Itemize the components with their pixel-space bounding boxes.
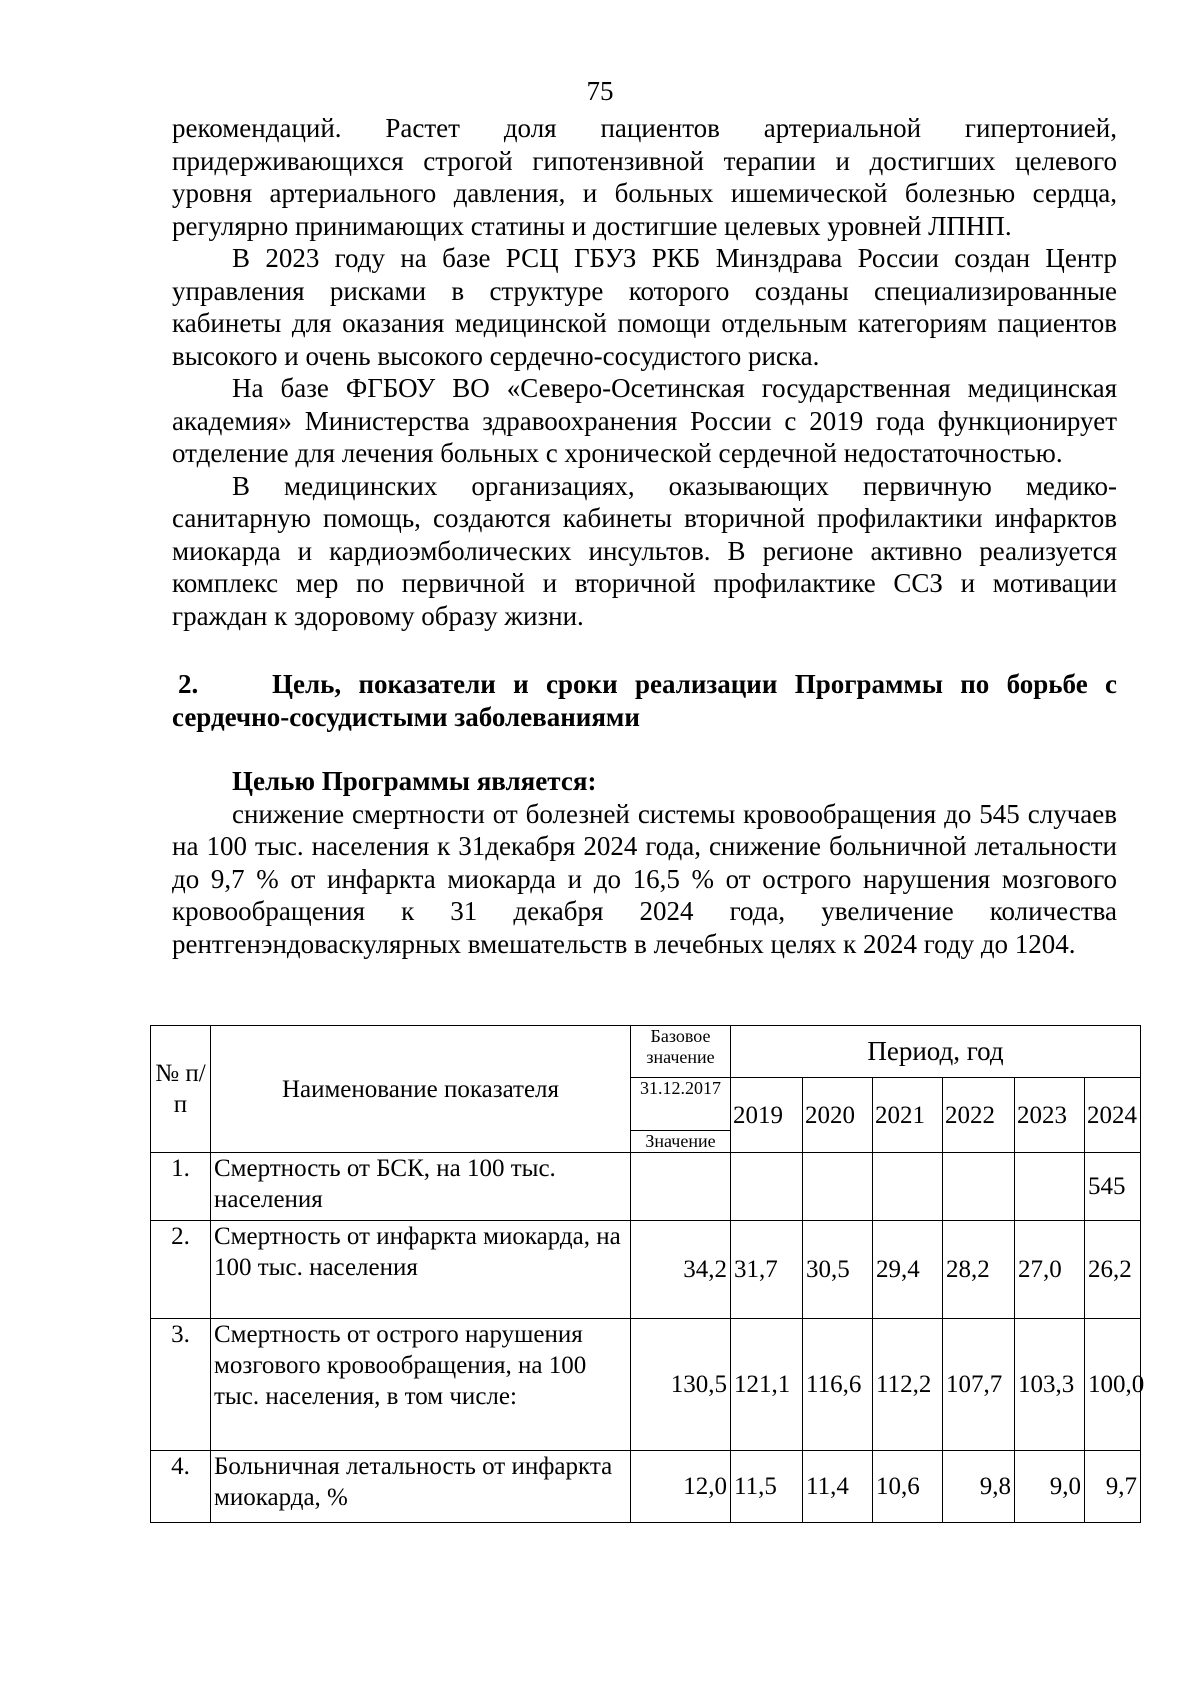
row-value: 26,2	[1085, 1221, 1141, 1319]
row-value: 31,7	[731, 1221, 803, 1319]
row-value	[1015, 1153, 1085, 1221]
row-base	[631, 1153, 731, 1221]
header-year: 2023	[1015, 1078, 1085, 1153]
header-year: 2019	[731, 1078, 803, 1153]
row-num: 3.	[151, 1319, 211, 1451]
row-value: 107,7	[943, 1319, 1015, 1451]
row-value: 30,5	[803, 1221, 873, 1319]
header-year: 2024	[1085, 1078, 1141, 1153]
row-value	[943, 1153, 1015, 1221]
header-year: 2022	[943, 1078, 1015, 1153]
header-name: Наименование показателя	[211, 1026, 631, 1153]
row-value: 27,0	[1015, 1221, 1085, 1319]
table-row	[151, 1153, 1141, 1221]
row-name: Смертность от инфаркта миокарда, на 100 тыс. населения	[211, 1221, 631, 1319]
table-row	[151, 1221, 1141, 1319]
row-value: 9,0	[1015, 1451, 1085, 1523]
row-value: 28,2	[943, 1221, 1015, 1319]
header-period: Период, год	[731, 1026, 1141, 1078]
row-name: Смертность от БСК, на 100 тыс. населения	[211, 1153, 631, 1221]
header-num: № п/п	[151, 1026, 211, 1153]
row-value: 116,6	[803, 1319, 873, 1451]
header-base-top: Базовое значение	[631, 1026, 731, 1078]
row-value: 545	[1085, 1153, 1141, 1221]
row-base: 34,2	[631, 1221, 731, 1319]
table-header-row	[151, 1026, 1141, 1078]
row-value: 103,3	[1015, 1319, 1085, 1451]
row-value: 112,2	[873, 1319, 943, 1451]
row-num: 1.	[151, 1153, 211, 1221]
table-row	[151, 1319, 1141, 1451]
row-value: 121,1	[731, 1319, 803, 1451]
page-number: 75	[586, 76, 614, 106]
row-base: 12,0	[631, 1451, 731, 1523]
header-year: 2021	[873, 1078, 943, 1153]
row-value: 11,5	[731, 1451, 803, 1523]
indicators-table	[150, 1025, 1145, 1523]
section-title: Цель, показатели и сроки реализации Программы по борьбе с сердечно-сосудистыми заболеваниями	[172, 669, 1117, 732]
paragraph: В 2023 году на базе РСЦ ГБУЗ РКБ Минздрава России создан Центр управления рисками в структуре которого созданы специализированные кабинеты для оказания медицинской помощи отдельным категориям пациентов высокого и очень высокого сердечно-сосудистого риска.	[172, 243, 1117, 371]
row-value: 9,7	[1085, 1451, 1141, 1523]
goal-title: Целью Программы является:	[232, 766, 597, 796]
row-name: Больничная летальность от инфаркта миокарда, %	[211, 1451, 631, 1523]
row-value: 10,6	[873, 1451, 943, 1523]
row-base: 130,5	[631, 1319, 731, 1451]
document-body	[172, 112, 1117, 960]
row-value: 11,4	[803, 1451, 873, 1523]
header-base-bottom: Значение	[631, 1131, 731, 1153]
row-value: 100,0	[1085, 1319, 1141, 1451]
row-num: 4.	[151, 1451, 211, 1523]
goal-text: снижение смертности от болезней системы кровообращения до 545 случаев на 100 тыс. населения к 31декабря 2024 года, снижение больничной летальности до 9,7 % от инфаркта миокарда и до 16,5 % от острого нарушения мозгового кровообращения к 31 декабря 2024 года, увеличение количества рентгенэндоваскулярных вмешательств в лечебных целях к 2024 году до 1204.	[172, 798, 1117, 959]
header-base-date: 31.12.2017	[631, 1078, 731, 1131]
table-row	[151, 1451, 1141, 1523]
row-value: 29,4	[873, 1221, 943, 1319]
header-year: 2020	[803, 1078, 873, 1153]
section-number: 2.	[178, 669, 199, 699]
row-num: 2.	[151, 1221, 211, 1319]
paragraph: рекомендаций. Растет доля пациентов артериальной гипертонией, придерживающихся строгой гипотензивной терапии и достигших целевого уровня артериального давления, и больных ишемической болезнью сердца, регулярно принимающих статины и достигшие целевых уровней ЛПНП.	[172, 113, 1117, 241]
row-value	[803, 1153, 873, 1221]
paragraph: В медицинских организациях, оказывающих первичную медико-санитарную помощь, создаются кабинеты вторичной профилактики инфарктов миокарда и кардиоэмболических инсультов. В регионе активно реализуется комплекс мер по первичной и вторичной профилактике ССЗ и мотивации граждан к здоровому образу жизни.	[172, 470, 1117, 631]
paragraph: На базе ФГБОУ ВО «Северо-Осетинская государственная медицинская академия» Министерства здравоохранения России с 2019 года функционирует отделение для лечения больных с хронической сердечной недостаточностью.	[172, 373, 1117, 468]
row-value	[873, 1153, 943, 1221]
row-value: 9,8	[943, 1451, 1015, 1523]
row-name: Смертность от острого нарушения мозгового кровообращения, на 100 тыс. населения, в том числе:	[211, 1319, 631, 1451]
row-value	[731, 1153, 803, 1221]
section-heading	[172, 668, 1117, 733]
